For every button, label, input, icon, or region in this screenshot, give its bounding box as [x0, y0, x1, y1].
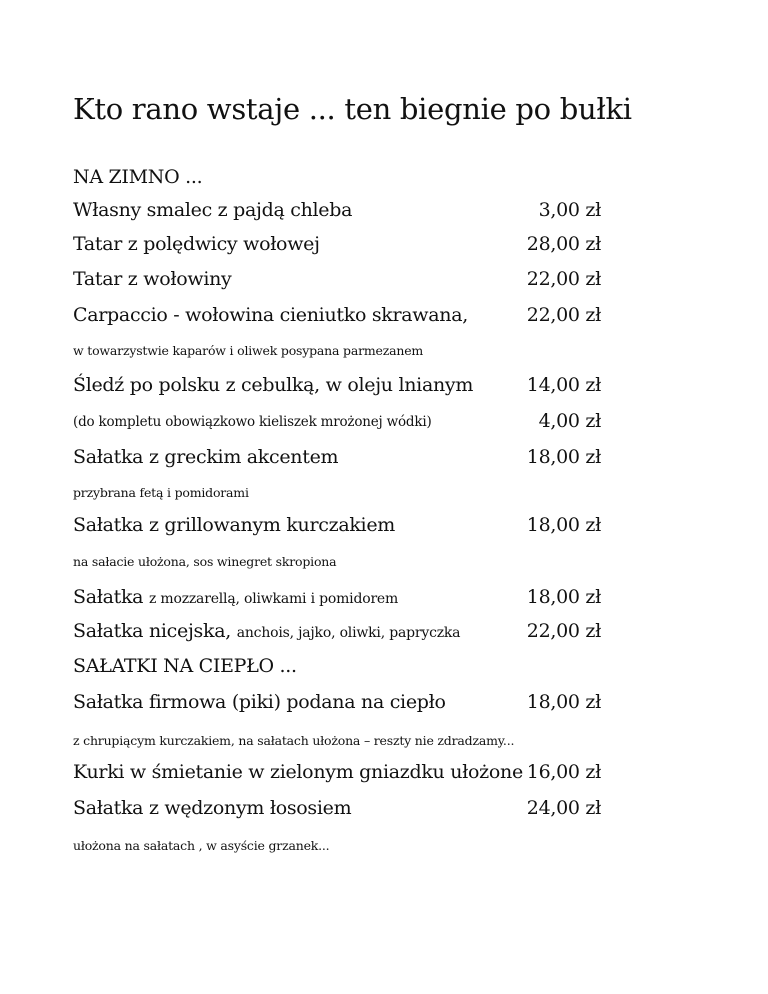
menu-item-name: Carpaccio - wołowina cieniutko skrawana, [73, 304, 468, 326]
menu-item-note: na sałacie ułożona, sos winegret skropiona [73, 554, 337, 569]
menu-item-name: Sałatka z greckim akcentem [73, 446, 339, 468]
menu-item-name: Tatar z wołowiny [73, 268, 232, 290]
menu-item-name: Sałatka z grillowanym kurczakiem [73, 514, 395, 536]
menu-item-note: z chrupiącym kurczakiem, na sałatach ułożona – reszty nie zdradzamy... [73, 733, 515, 748]
menu-item-price: 18,00 zł [526, 586, 601, 608]
menu-item-note: (do kompletu obowiązkowo kieliszek mrożonej wódki) [73, 414, 432, 430]
menu-item-price: 22,00 zł [526, 620, 601, 642]
menu-item-price: 14,00 zł [526, 374, 601, 396]
menu-item-name: Kurki w śmietanie w zielonym gniazdku ułożone [73, 761, 523, 783]
menu-item-name: Śledź po polsku z cebulką, w oleju lnianym [73, 374, 474, 396]
menu-item-name: Sałatka z wędzonym łososiem [73, 797, 352, 819]
menu-item-note: przybrana fetą i pomidorami [73, 485, 249, 500]
menu-item-name: Sałatka [73, 586, 144, 608]
menu-item-price: 18,00 zł [526, 514, 601, 536]
menu-item-price: 18,00 zł [526, 446, 601, 468]
menu-item-inline-note: z mozzarellą, oliwkami i pomidorem [148, 591, 399, 607]
menu-item-inline-note: anchois, jajko, oliwki, papryczka [236, 625, 461, 641]
menu-item-price: 22,00 zł [526, 268, 601, 290]
menu-item-name-with-inline-note [73, 622, 460, 641]
menu-item-name: Sałatka firmowa (piki) podana na ciepło [73, 691, 446, 713]
menu-item-name: Tatar z polędwicy wołowej [73, 233, 320, 255]
menu-item-note: w towarzystwie kaparów i oliwek posypana parmezanem [73, 343, 424, 358]
menu-item-name-with-inline-note [73, 588, 398, 607]
menu-item-name: Własny smalec z pajdą chleba [73, 199, 353, 221]
section-heading-cold: NA ZIMNO ... [73, 166, 203, 188]
menu-item-note: ułożona na sałatach , w asyście grzanek... [73, 838, 330, 853]
section-heading-warm: SAŁATKI NA CIEPŁO ... [73, 655, 297, 677]
menu-item-price: 22,00 zł [526, 304, 601, 326]
page-title: Kto rano wstaje ... ten biegnie po bułki [73, 92, 632, 126]
menu-item-name: Sałatka nicejska, [73, 620, 231, 642]
menu-item-price: 24,00 zł [526, 797, 601, 819]
menu-item-price: 4,00 zł [538, 410, 601, 432]
menu-item-price: 3,00 zł [538, 199, 601, 221]
menu-item-price: 28,00 zł [526, 233, 601, 255]
menu-item-price: 16,00 zł [526, 761, 601, 783]
menu-item-price: 18,00 zł [526, 691, 601, 713]
